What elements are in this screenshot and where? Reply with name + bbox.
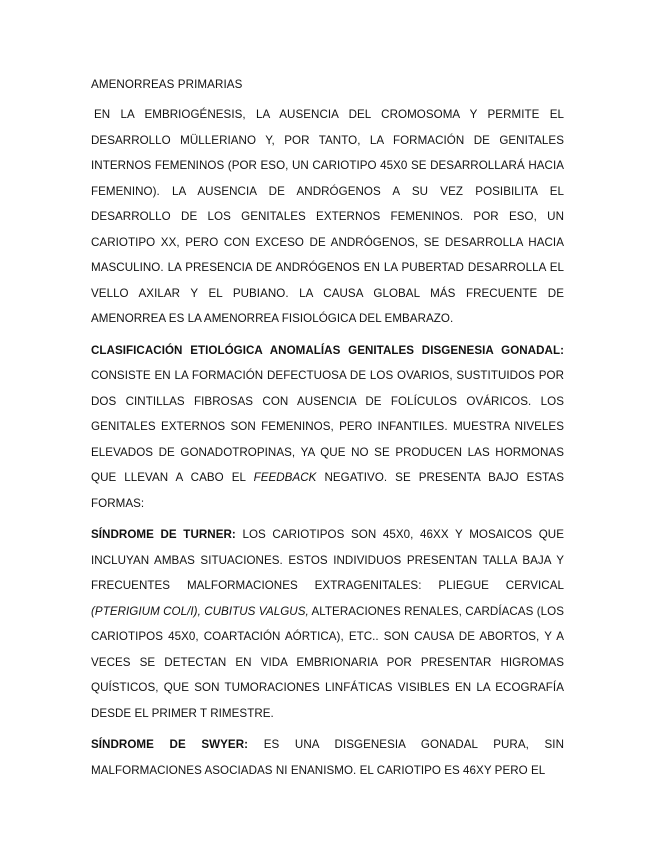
document-page — [91, 76, 564, 789]
clasificacion-paragraph — [91, 338, 564, 517]
swyer-heading: SÍNDROME DE SWYER: — [91, 738, 249, 751]
turner-text-a: LOS CARIOTIPOS SON 45X0, 46XX Y MOSAICOS QUE INCLUYAN AMBAS SITUACIONES. ESTOS INDIVIDUOS PRESENTAN TALLA BAJA Y FRECUENTES MALFORMACIONES EXTRAGENITALES: PLIEGUE CERVICAL — [91, 528, 564, 592]
turner-heading: SÍNDROME DE TURNER: — [91, 528, 236, 541]
turner-text-b: ALTERACIONES RENALES, CARDÍACAS (LOS CARIOTIPOS 45X0, COARTACIÓN AÓRTICA), ETC.. SON CAUSA DE ABORTOS, Y A VECES SE DETECTAN EN VIDA EMBRIONARIA POR PRESENTAR HIGROMAS QUÍSTICOS, QUE SON TUMORACIONES LINFÁTICAS VISIBLES EN LA ECOGRAFÍA DESDE EL PRIMER T RIMESTRE. — [91, 604, 564, 720]
clasificacion-heading: CLASIFICACIÓN ETIOLÓGICA ANOMALÍAS GENITALES DISGENESIA GONADAL: — [91, 343, 564, 357]
swyer-text: ES UNA DISGENESIA GONADAL PURA, SIN MALFORMACIONES ASOCIADAS NI ENANISMO. EL CARIOTIPO ES 46XY PERO EL — [91, 738, 564, 777]
clasificacion-text-a: CONSISTE EN LA FORMACIÓN DEFECTUOSA DE LOS OVARIOS, SUSTITUIDOS POR DOS CINTILLAS FIBROSAS CON AUSENCIA DE FOLÍCULOS OVÁRICOS. LOS GENITALES EXTERNOS SON FEMENINOS, PERO INFANTILES. MUESTRA NIVELES ELEVADOS DE GONADOTROPINAS, YA QUE NO SE PRODUCEN LAS HORMONAS QUE LLEVAN A CABO EL — [91, 369, 564, 484]
intro-paragraph: EN LA EMBRIOGÉNESIS, LA AUSENCIA DEL CROMOSOMA Y PERMITE EL DESARROLLO MÜLLERIANO Y, POR TANTO, LA FORMACIÓN DE GENITALES INTERNOS FEMENINOS (POR ESO, UN CARIOTIPO 45X0 SE DESARROLLARÁ HACIA FEMENINO). LA AUSENCIA DE ANDRÓGENOS A SU VEZ POSIBILITA EL DESARROLLO DE LOS GENITALES EXTERNOS FEMENINOS. POR ESO, UN CARIOTIPO XX, PERO CON EXCESO DE ANDRÓGENOS, SE DESARROLLA HACIA MASCULINO. LA PRESENCIA DE ANDRÓGENOS EN LA PUBERTAD DESARROLLA EL VELLO AXILAR Y EL PUBIANO. LA CAUSA GLOBAL MÁS FRECUENTE DE AMENORREA ES LA AMENORREA FISIOLÓGICA DEL EMBARAZO. — [91, 108, 564, 325]
swyer-paragraph — [91, 732, 564, 783]
turner-term: (PTERIGIUM COL/I), CUBITUS VALGUS, — [91, 604, 309, 618]
document-title: AMENORREAS PRIMARIAS — [91, 78, 243, 91]
clasificacion-text-b: NEGATIVO. SE PRESENTA BAJO ESTAS FORMAS: — [91, 471, 564, 510]
turner-paragraph — [91, 522, 564, 726]
clasificacion-term: FEEDBACK — [253, 471, 317, 484]
